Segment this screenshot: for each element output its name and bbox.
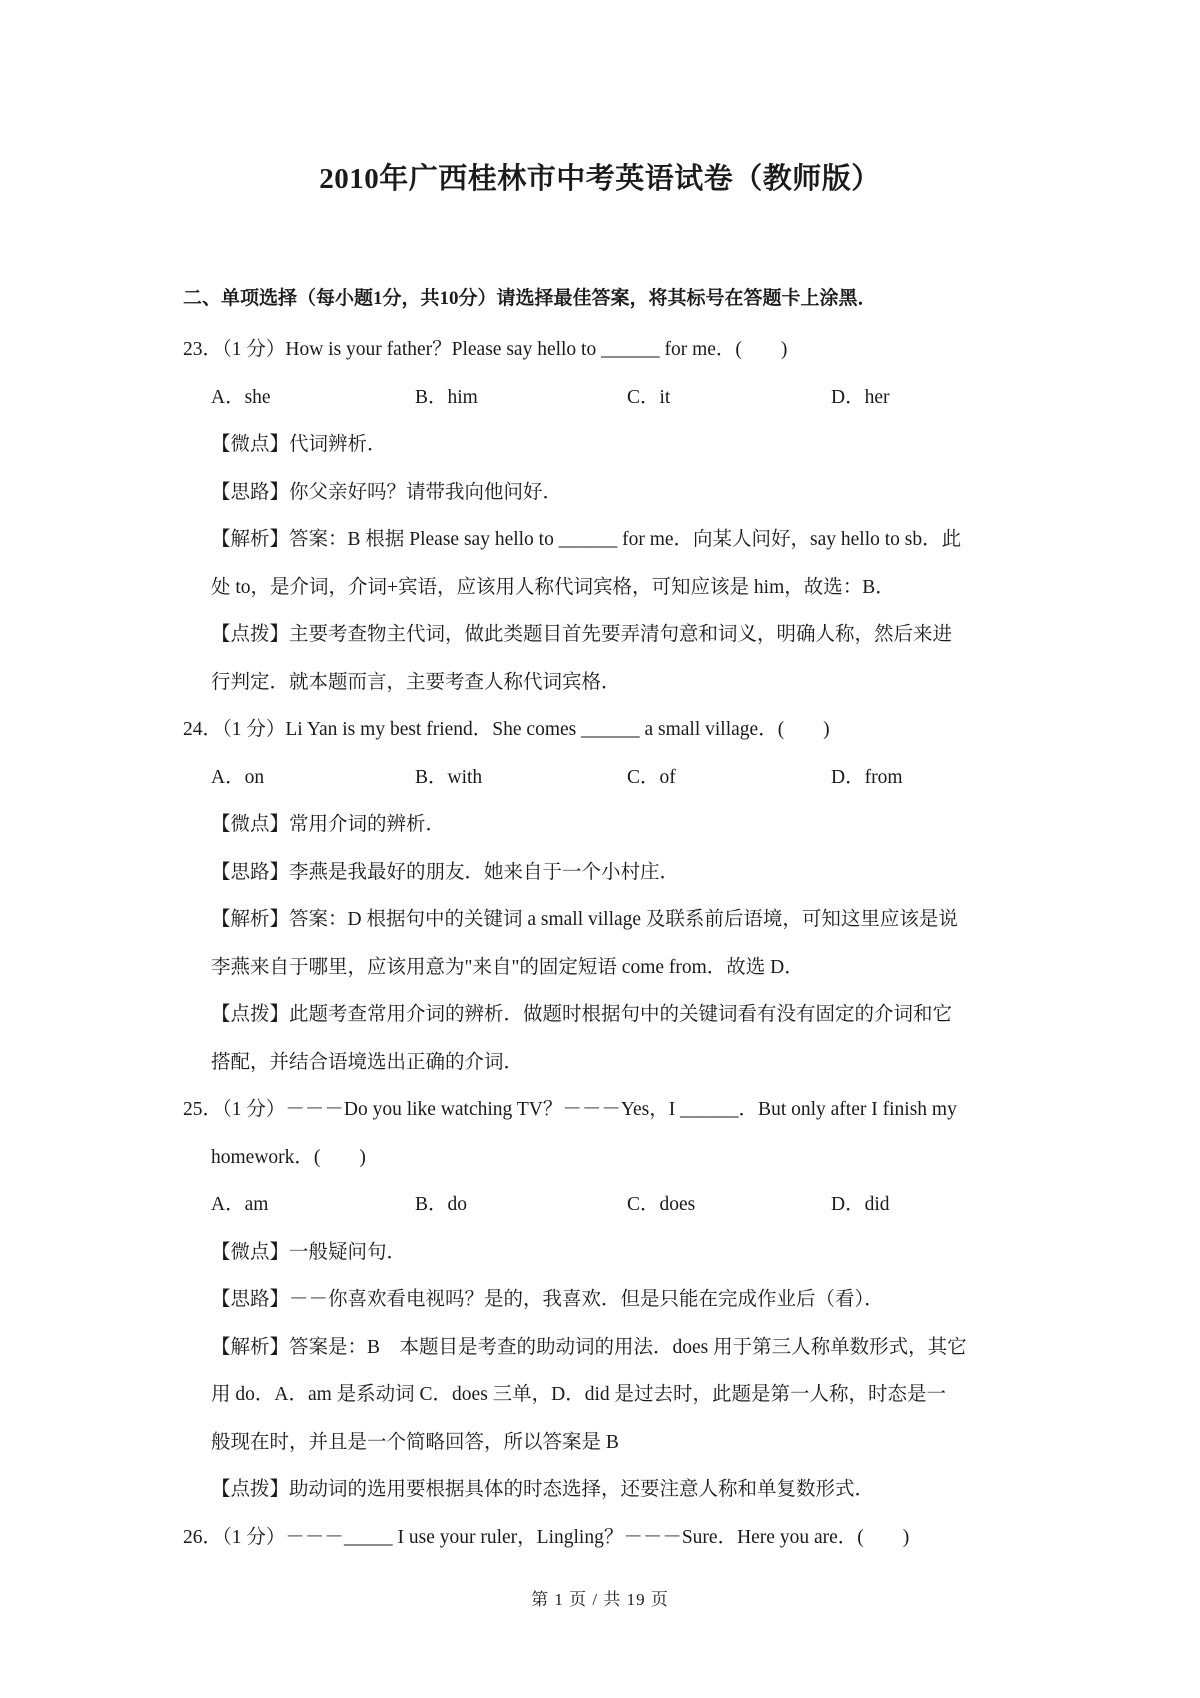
question-23 [183,326,1023,706]
weidian-note: 【微点】常用介词的辨析． [211,814,446,835]
dianbo-note-line: 【点拨】此题考查常用介词的辨析．做题时根据句中的关键词看有没有固定的介词和它 [211,1004,953,1025]
silu-note: 【思路】你父亲好吗？请带我向他问好． [211,481,563,503]
question-stem: 24．（1 分）Li Yan is my best friend．She comes ______ a small village．( ) [183,719,830,740]
option-c: C．it [627,386,671,408]
question-24 [183,706,1023,1086]
document-title: 2010年广西桂林市中考英语试卷（教师版） [319,163,881,195]
jiexi-note-line: 【解析】答案：D 根据句中的关键词 a small village 及联系前后语境，可知这里应该是说 [211,909,958,930]
jiexi-note-line: 用 do．A．am 是系动词 C．does 三单，D．did 是过去时，此题是第一人称，时态是一 [211,1384,947,1405]
jiexi-note-line: 【解析】答案：B 根据 Please say hello to ______ for me．向某人问好，say hello to sb．此 [211,529,962,550]
option-b: B．do [415,1194,468,1215]
silu-note: 【思路】李燕是我最好的朋友．她来自于一个小村庄． [211,861,680,883]
option-d: D．from [831,766,903,788]
question-options [183,1181,1023,1229]
dianbo-note-line: 【点拨】主要考查物主代词，做此类题目首先要弄清句意和词义，明确人称，然后来进 [211,624,953,645]
question-25 [183,1086,1023,1514]
option-d: D．did [831,1194,890,1215]
option-a: A．on [211,766,265,788]
question-stem: 23．（1 分）How is your father？Please say hello to ______ for me．( ) [183,339,788,360]
section-heading: 二、单项选择（每小题1分，共10分）请选择最佳答案，将其标号在答题卡上涂黑． [183,288,877,309]
silu-note: 【思路】－－你喜欢看电视吗？是的，我喜欢．但是只能在完成作业后（看）． [211,1289,884,1310]
question-stem: 26．（1 分）－－－_____ I use your ruler，Lingling？－－－Sure．Here you are．( ) [183,1526,910,1548]
question-26 [183,1514,1023,1562]
weidian-note: 【微点】一般疑问句． [211,1241,407,1263]
option-b: B．with [415,766,483,788]
question-stem-continued: homework．( ) [211,1146,366,1168]
jiexi-note-line: 【解析】答案是：B 本题目是考查的助动词的用法．does 用于第三人称单数形式，其它 [211,1336,967,1358]
option-b: B．him [415,386,478,408]
option-a: A．she [211,386,271,408]
dianbo-note-line: 搭配，并结合语境选出正确的介词． [211,1051,524,1073]
question-stem: 25．（1 分）－－－Do you like watching TV？－－－Yes，I ______．But only after I finish my [183,1099,957,1120]
question-options [183,754,1023,802]
dianbo-note-line: 【点拨】助动词的选用要根据具体的时态选择，还要注意人称和单复数形式． [211,1479,875,1500]
jiexi-note-line: 处 to，是介词，介词+宾语，应该用人称代词宾格，可知应该是 him，故选：B． [211,576,895,598]
jiexi-note-line: 般现在时，并且是一个简略回答，所以答案是 B [211,1431,619,1453]
page-footer: 第 1 页 / 共 19 页 [531,1590,669,1609]
option-a: A．am [211,1194,269,1215]
option-c: C．does [627,1194,696,1215]
weidian-note: 【微点】代词辨析． [211,434,387,455]
option-c: C．of [627,766,676,788]
jiexi-note-line: 李燕来自于哪里，应该用意为"来自"的固定短语 come from．故选 D． [211,956,804,978]
questions-content [183,326,1023,1561]
option-d: D．her [831,386,890,408]
question-options [183,374,1023,422]
dianbo-note-line: 行判定．就本题而言，主要考查人称代词宾格． [211,671,621,693]
